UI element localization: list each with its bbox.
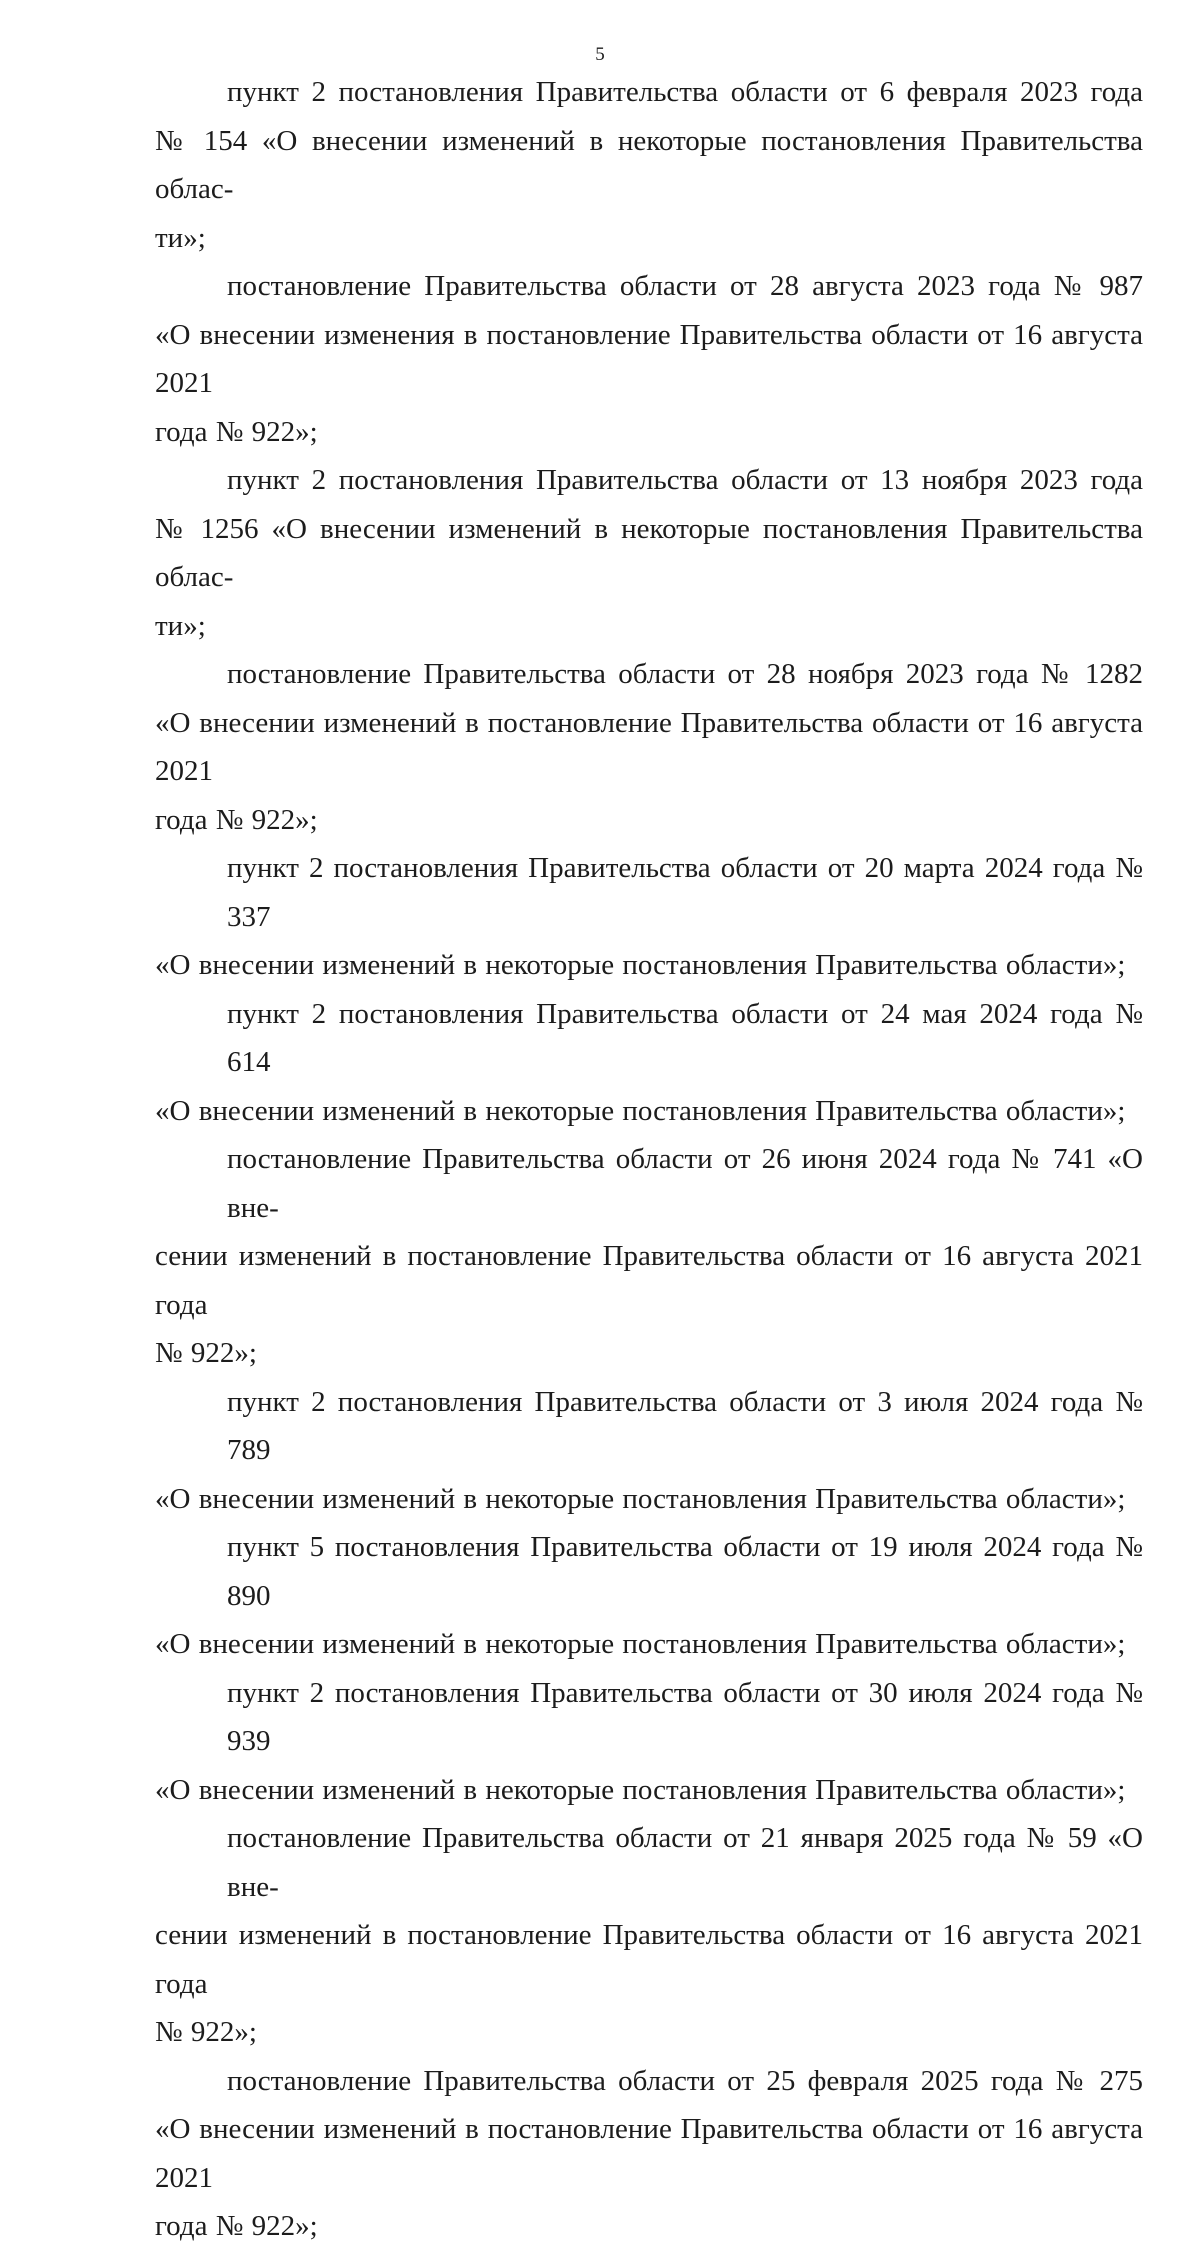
text-line: № 154 «О внесении изменений в некоторые постановления Правительства облас- [155, 124, 1143, 205]
list-item [155, 1814, 1143, 2057]
text-line: постановление Правительства области от 21 января 2025 года № 59 «О вне- [227, 1822, 1143, 1903]
text-line: пункт 2 постановления Правительства области от 6 февраля 2023 года [227, 76, 1143, 108]
text-line: «О внесении изменений в постановление Правительства области от 16 августа 2021 [155, 706, 1143, 787]
list-item [155, 68, 1143, 262]
text-line: постановление Правительства области от 28 августа 2023 года № 987 [227, 270, 1143, 302]
text-line: пункт 5 постановления Правительства области от 19 июля 2024 года № 890 [227, 1531, 1143, 1612]
text-line: ти»; [155, 609, 206, 642]
text-line: сении изменений в постановление Правительства области от 16 августа 2021 года [155, 1919, 1143, 2000]
document-body [155, 68, 1143, 2251]
text-line: года № 922»; [155, 803, 318, 836]
list-item [155, 650, 1143, 844]
text-line: постановление Правительства области от 28 ноября 2023 года № 1282 [227, 658, 1143, 690]
list-item [155, 2057, 1143, 2251]
list-item [155, 844, 1143, 990]
text-line: года № 922»; [155, 2210, 318, 2242]
list-item [155, 1135, 1143, 1378]
text-line: № 922»; [155, 1337, 257, 1369]
list-item [155, 262, 1143, 456]
text-line: сении изменений в постановление Правительства области от 16 августа 2021 года [155, 1240, 1143, 1321]
text-line: «О внесении изменений в некоторые постановления Правительства области»; [155, 1773, 1126, 1806]
text-line: пункт 2 постановления Правительства области от 30 июля 2024 года № 939 [227, 1676, 1143, 1757]
text-line: постановление Правительства области от 26 июня 2024 года № 741 «О вне- [227, 1143, 1143, 1224]
list-item [155, 1378, 1143, 1524]
text-line: ти»; [155, 221, 206, 254]
list-item [155, 456, 1143, 650]
text-line: года № 922»; [155, 415, 318, 448]
text-line: постановление Правительства области от 25 февраля 2025 года № 275 [227, 2064, 1143, 2097]
list-item [155, 990, 1143, 1136]
text-line: пункт 2 постановления Правительства области от 3 июля 2024 года № 789 [227, 1385, 1143, 1466]
text-line: «О внесении изменения в постановление Правительства области от 16 августа 2021 [155, 318, 1143, 399]
text-line: пункт 2 постановления Правительства области от 13 ноября 2023 года [227, 464, 1143, 496]
text-line: «О внесении изменений в некоторые постановления Правительства области»; [155, 1482, 1126, 1515]
text-line: «О внесении изменений в некоторые постановления Правительства области»; [155, 1094, 1126, 1127]
text-line: пункт 2 постановления Правительства области от 20 марта 2024 года № 337 [227, 852, 1143, 933]
page-number: 5 [595, 44, 605, 65]
text-line: № 922»; [155, 2016, 257, 2048]
list-item [155, 1523, 1143, 1669]
list-item [155, 1669, 1143, 1815]
text-line: «О внесении изменений в некоторые постановления Правительства области»; [155, 1628, 1126, 1660]
text-line: «О внесении изменений в постановление Правительства области от 16 августа 2021 [155, 2113, 1143, 2194]
text-line: пункт 2 постановления Правительства области от 24 мая 2024 года № 614 [227, 997, 1143, 1078]
text-line: № 1256 «О внесении изменений в некоторые постановления Правительства облас- [155, 512, 1143, 593]
text-line: «О внесении изменений в некоторые постановления Правительства области»; [155, 949, 1126, 981]
